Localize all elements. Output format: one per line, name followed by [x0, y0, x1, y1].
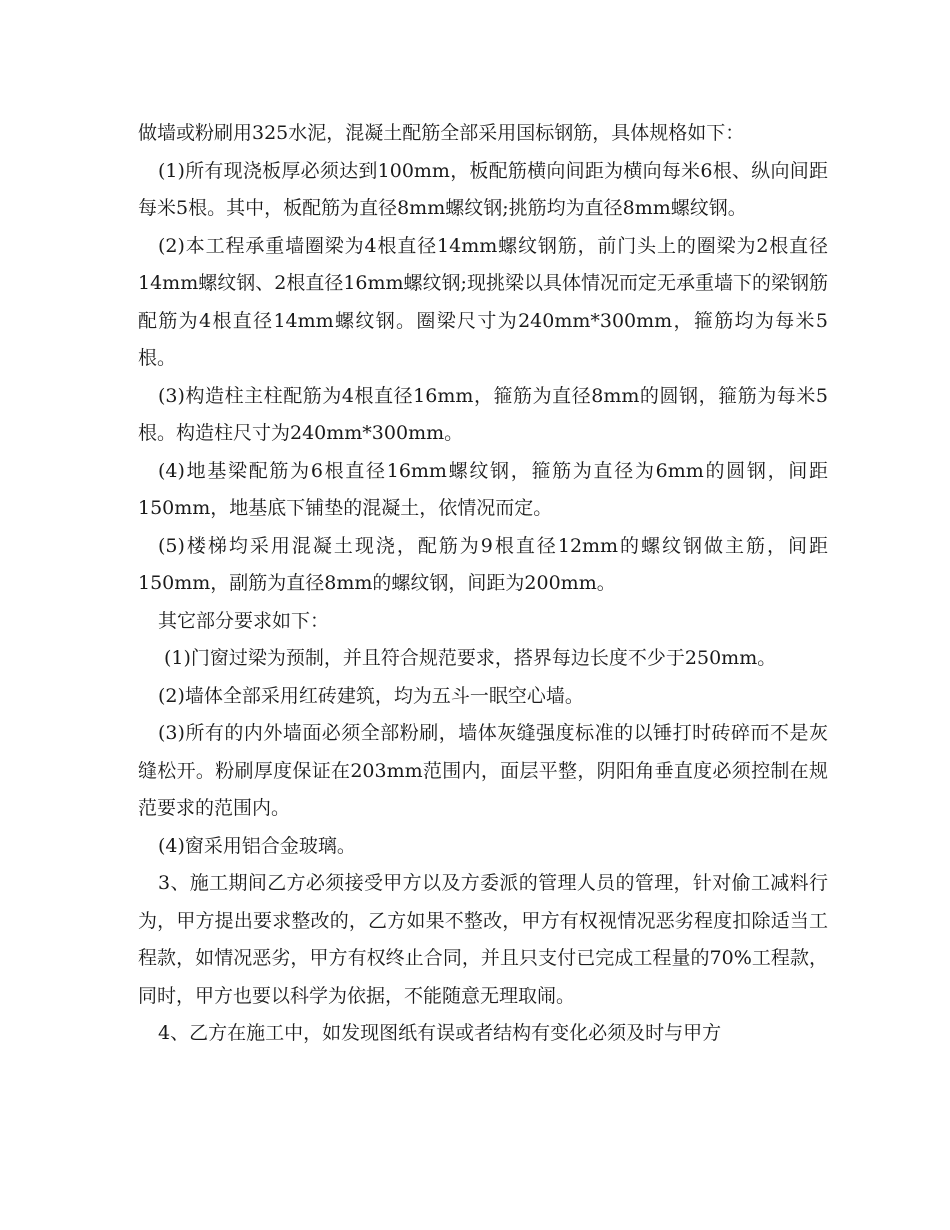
paragraph-slab-rebar: (1)所有现浇板厚必须达到100mm，板配筋横向间距为横向每米6根、纵向间距每米5根。其中，板配筋为直径8mm螺纹钢;挑筋均为直径8mm螺纹钢。 — [138, 159, 828, 219]
paragraph-lintel: (1)门窗过梁为预制，并且符合规范要求，搭界每边长度不少于250mm。 — [164, 647, 777, 669]
paragraph-ring-beam: (2)本工程承重墙圈梁为4根直径14mm螺纹钢筋，前门头上的圈梁为2根直径14mm螺纹钢、2根直径16mm螺纹钢;现挑梁以具体情况而定无承重墙下的梁钢筋配筋为4根直径14mm螺纹钢。圈梁尺寸为240mm*300mm，箍筋均为每米5根。 — [138, 234, 828, 369]
paragraph-plastering: (3)所有的内外墙面必须全部粉刷，墙体灰缝强度标准的以锤打时砖碎而不是灰缝松开。粉刷厚度保证在203mm范围内，面层平整，阴阳角垂直度必须控制在规范要求的范围内。 — [138, 722, 828, 819]
document-body — [138, 115, 828, 1053]
paragraph-cement-spec: 做墙或粉刷用325水泥，混凝土配筋全部采用国标钢筋，具体规格如下： — [138, 122, 745, 144]
paragraph-windows: (4)窗采用铝合金玻璃。 — [158, 834, 356, 857]
paragraph-other-requirements-heading: 其它部分要求如下： — [158, 609, 330, 632]
paragraph-clause-3: 3、施工期间乙方必须接受甲方以及方委派的管理人员的管理，针对偷工减料行为，甲方提出要求整改的，乙方如果不整改，甲方有权视情况恶劣程度扣除适当工程款，如情况恶劣，甲方有权终止合同，并且只支付已完成工程量的70%工程款，同时，甲方也要以科学为依据，不能随意无理取闹。 — [138, 872, 828, 1007]
paragraph-structural-column: (3)构造柱主柱配筋为4根直径16mm，箍筋为直径8mm的圆钢，箍筋为每米5根。构造柱尺寸为240mm*300mm。 — [138, 384, 828, 444]
paragraph-clause-4: 4、乙方在施工中，如发现图纸有误或者结构有变化必须及时与甲方 — [158, 1022, 722, 1044]
paragraph-foundation-beam: (4)地基梁配筋为6根直径16mm螺纹钢，箍筋为直径为6mm的圆钢，间距150mm，地基底下铺垫的混凝土，依情况而定。 — [138, 459, 828, 519]
paragraph-staircase: (5)楼梯均采用混凝土现浇，配筋为9根直径12mm的螺纹钢做主筋，间距150mm，副筋为直径8mm的螺纹钢，间距为200mm。 — [138, 534, 828, 594]
paragraph-brick-wall: (2)墙体全部采用红砖建筑，均为五斗一眠空心墙。 — [158, 684, 584, 707]
